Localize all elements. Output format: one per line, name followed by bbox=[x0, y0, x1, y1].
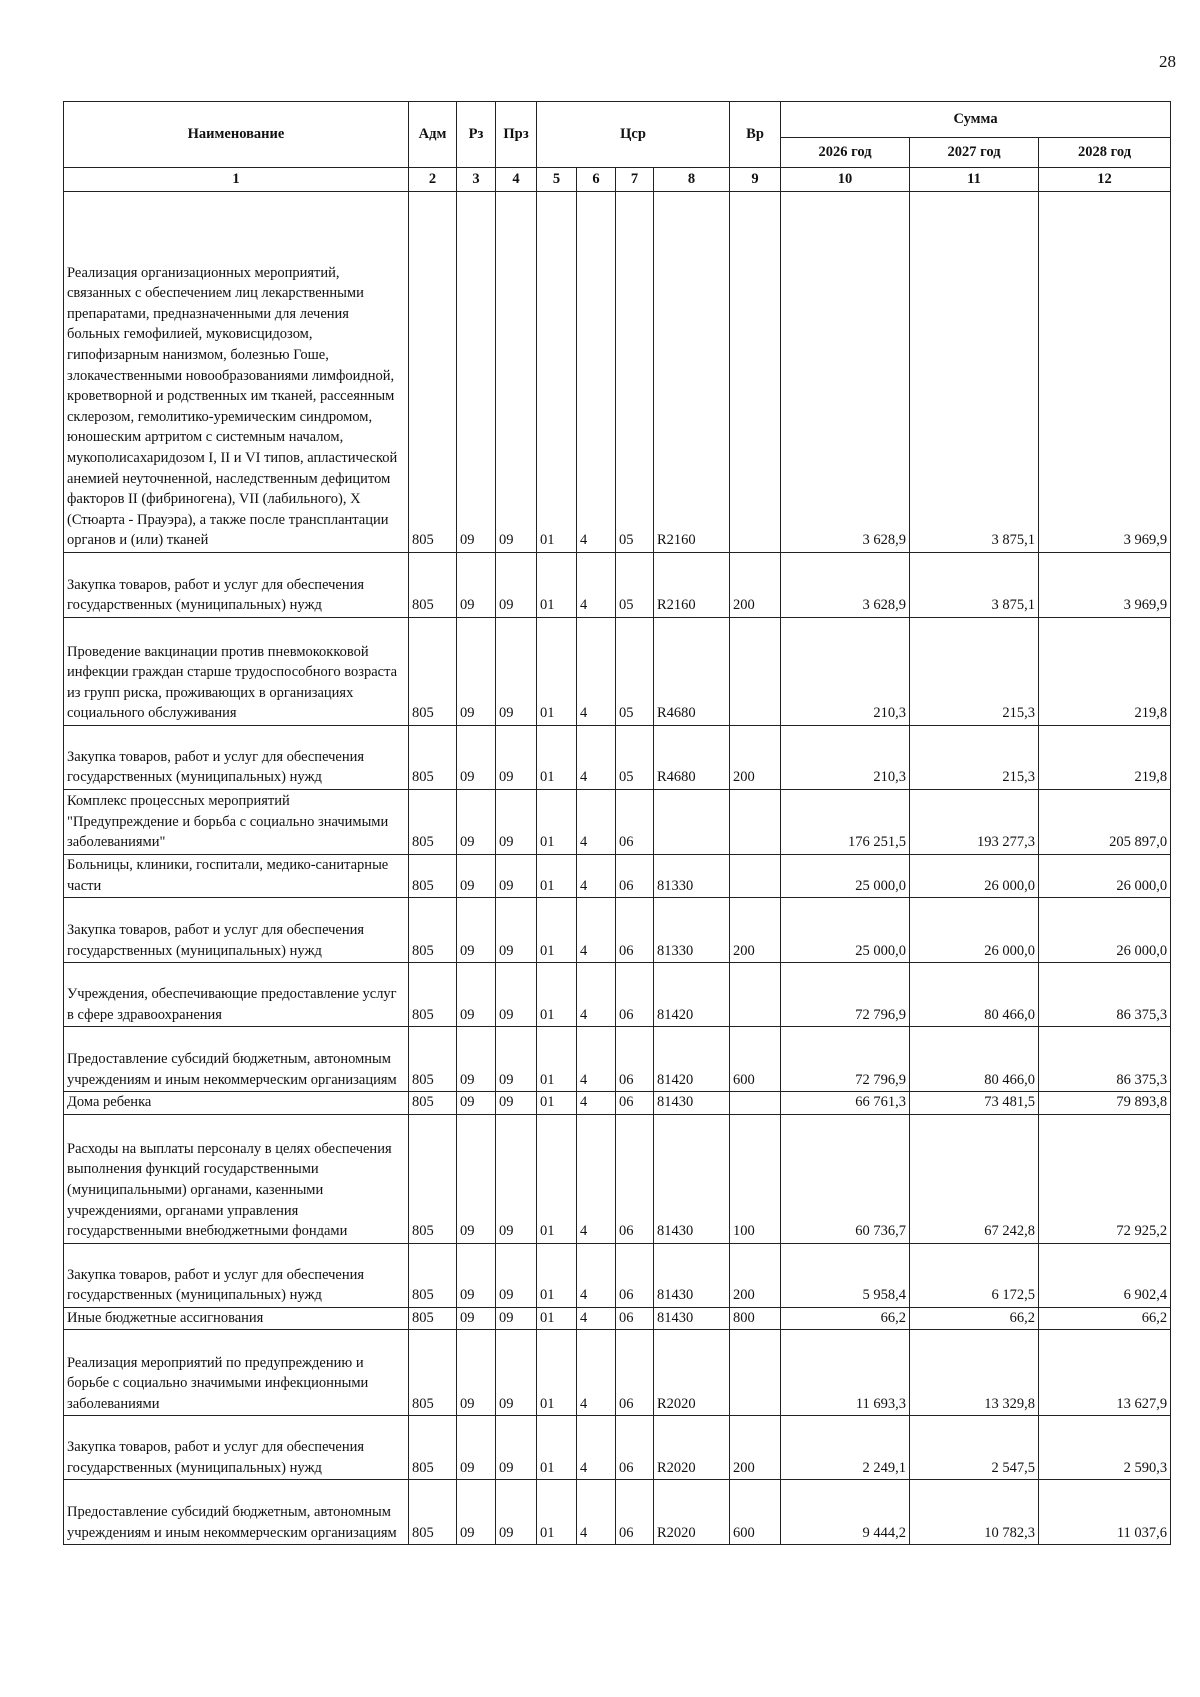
table-row bbox=[64, 192, 1171, 553]
row-prz: 09 bbox=[496, 1243, 537, 1307]
table-row bbox=[64, 1416, 1171, 1480]
row-rz: 09 bbox=[457, 1307, 496, 1330]
row-name: Иные бюджетные ассигнования bbox=[64, 1307, 409, 1330]
row-name: Больницы, клиники, госпитали, медико-санитарные части bbox=[64, 855, 409, 898]
row-vr: 600 bbox=[730, 1027, 781, 1092]
row-csr-1: 01 bbox=[537, 855, 577, 898]
column-number: 8 bbox=[654, 168, 730, 192]
row-csr-1: 01 bbox=[537, 898, 577, 963]
row-prz: 09 bbox=[496, 192, 537, 553]
row-csr-3: 05 bbox=[616, 553, 654, 618]
table-row bbox=[64, 726, 1171, 790]
row-csr-1: 01 bbox=[537, 1416, 577, 1480]
row-csr-2: 4 bbox=[577, 553, 616, 618]
table-row bbox=[64, 898, 1171, 963]
row-adm: 805 bbox=[409, 1330, 457, 1416]
row-sum-2027: 73 481,5 bbox=[910, 1092, 1039, 1115]
row-sum-2028: 86 375,3 bbox=[1039, 1027, 1171, 1092]
row-sum-2027: 2 547,5 bbox=[910, 1416, 1039, 1480]
row-adm: 805 bbox=[409, 1243, 457, 1307]
row-sum-2028: 3 969,9 bbox=[1039, 192, 1171, 553]
row-csr-2: 4 bbox=[577, 618, 616, 726]
row-csr-4: 81430 bbox=[654, 1243, 730, 1307]
row-name: Закупка товаров, работ и услуг для обеспечения государственных (муниципальных) нужд bbox=[64, 1416, 409, 1480]
row-csr-3: 06 bbox=[616, 1243, 654, 1307]
row-adm: 805 bbox=[409, 1027, 457, 1092]
row-sum-2026: 60 736,7 bbox=[781, 1114, 910, 1243]
row-sum-2027: 215,3 bbox=[910, 618, 1039, 726]
row-csr-2: 4 bbox=[577, 790, 616, 855]
row-prz: 09 bbox=[496, 1114, 537, 1243]
row-csr-2: 4 bbox=[577, 1092, 616, 1115]
row-sum-2028: 26 000,0 bbox=[1039, 898, 1171, 963]
row-sum-2026: 5 958,4 bbox=[781, 1243, 910, 1307]
row-rz: 09 bbox=[457, 192, 496, 553]
row-rz: 09 bbox=[457, 898, 496, 963]
row-csr-4: 81430 bbox=[654, 1114, 730, 1243]
row-csr-4: 81420 bbox=[654, 963, 730, 1027]
row-csr-1: 01 bbox=[537, 1092, 577, 1115]
row-rz: 09 bbox=[457, 618, 496, 726]
row-sum-2026: 176 251,5 bbox=[781, 790, 910, 855]
header-name: Наименование bbox=[64, 102, 409, 168]
row-sum-2028: 219,8 bbox=[1039, 618, 1171, 726]
column-number: 9 bbox=[730, 168, 781, 192]
row-vr bbox=[730, 1330, 781, 1416]
row-adm: 805 bbox=[409, 1114, 457, 1243]
row-adm: 805 bbox=[409, 192, 457, 553]
row-prz: 09 bbox=[496, 618, 537, 726]
row-adm: 805 bbox=[409, 618, 457, 726]
row-rz: 09 bbox=[457, 1330, 496, 1416]
row-adm: 805 bbox=[409, 1480, 457, 1545]
row-rz: 09 bbox=[457, 963, 496, 1027]
row-rz: 09 bbox=[457, 790, 496, 855]
table-row bbox=[64, 963, 1171, 1027]
row-csr-4: 81330 bbox=[654, 898, 730, 963]
row-csr-2: 4 bbox=[577, 963, 616, 1027]
row-csr-2: 4 bbox=[577, 1330, 616, 1416]
row-csr-1: 01 bbox=[537, 726, 577, 790]
column-number: 2 bbox=[409, 168, 457, 192]
row-sum-2028: 11 037,6 bbox=[1039, 1480, 1171, 1545]
row-vr bbox=[730, 855, 781, 898]
row-name: Реализация мероприятий по предупреждению и борьбе с социально значимыми инфекционными заболеваниями bbox=[64, 1330, 409, 1416]
row-csr-4: R4680 bbox=[654, 726, 730, 790]
row-csr-1: 01 bbox=[537, 790, 577, 855]
row-sum-2028: 26 000,0 bbox=[1039, 855, 1171, 898]
row-rz: 09 bbox=[457, 553, 496, 618]
header-sum: Сумма bbox=[781, 102, 1171, 138]
row-csr-3: 06 bbox=[616, 1480, 654, 1545]
row-vr: 200 bbox=[730, 898, 781, 963]
row-prz: 09 bbox=[496, 963, 537, 1027]
row-vr bbox=[730, 618, 781, 726]
row-rz: 09 bbox=[457, 1416, 496, 1480]
row-csr-2: 4 bbox=[577, 1243, 616, 1307]
row-prz: 09 bbox=[496, 553, 537, 618]
row-csr-3: 06 bbox=[616, 1416, 654, 1480]
row-csr-3: 06 bbox=[616, 1330, 654, 1416]
row-rz: 09 bbox=[457, 1027, 496, 1092]
row-sum-2027: 66,2 bbox=[910, 1307, 1039, 1330]
row-sum-2027: 193 277,3 bbox=[910, 790, 1039, 855]
header-year-2026: 2026 год bbox=[781, 138, 910, 168]
row-name: Предоставление субсидий бюджетным, автономным учреждениям и иным некоммерческим организациям bbox=[64, 1027, 409, 1092]
row-sum-2027: 13 329,8 bbox=[910, 1330, 1039, 1416]
row-adm: 805 bbox=[409, 726, 457, 790]
header-adm: Адм bbox=[409, 102, 457, 168]
row-vr: 100 bbox=[730, 1114, 781, 1243]
row-csr-2: 4 bbox=[577, 1416, 616, 1480]
row-prz: 09 bbox=[496, 1330, 537, 1416]
row-csr-4: R2160 bbox=[654, 192, 730, 553]
row-sum-2026: 3 628,9 bbox=[781, 192, 910, 553]
column-number: 10 bbox=[781, 168, 910, 192]
table-row bbox=[64, 1027, 1171, 1092]
table-row bbox=[64, 855, 1171, 898]
row-sum-2026: 210,3 bbox=[781, 618, 910, 726]
row-sum-2028: 6 902,4 bbox=[1039, 1243, 1171, 1307]
row-adm: 805 bbox=[409, 1092, 457, 1115]
row-csr-3: 06 bbox=[616, 963, 654, 1027]
row-prz: 09 bbox=[496, 726, 537, 790]
row-sum-2026: 11 693,3 bbox=[781, 1330, 910, 1416]
row-adm: 805 bbox=[409, 963, 457, 1027]
row-csr-3: 06 bbox=[616, 1027, 654, 1092]
row-adm: 805 bbox=[409, 1307, 457, 1330]
row-csr-4: R2020 bbox=[654, 1416, 730, 1480]
row-vr bbox=[730, 963, 781, 1027]
row-adm: 805 bbox=[409, 553, 457, 618]
column-number: 1 bbox=[64, 168, 409, 192]
row-csr-1: 01 bbox=[537, 618, 577, 726]
row-name: Реализация организационных мероприятий, связанных с обеспечением лиц лекарственными препаратами, предназначенными для лечения больных гемофилией, муковисцидозом, гипофизарным нанизмом, болезнью Гоше, злокачественными новообразованиями лимфоидной, кроветворной и родственных им тканей, рассеянным склерозом, гемолитико-уремическим синдромом, юношеским артритом с системным началом, мукополисахаридозом I, II и VI типов, апластической анемией неуточненной, наследственным дефицитом факторов II (фибриногена), VII (лабильного), X (Стюарта - Прауэра), а также после трансплантации органов и (или) тканей bbox=[64, 192, 409, 553]
row-csr-2: 4 bbox=[577, 192, 616, 553]
row-prz: 09 bbox=[496, 790, 537, 855]
row-sum-2027: 215,3 bbox=[910, 726, 1039, 790]
row-csr-1: 01 bbox=[537, 1480, 577, 1545]
row-csr-1: 01 bbox=[537, 1243, 577, 1307]
row-csr-4: 81430 bbox=[654, 1092, 730, 1115]
row-sum-2028: 2 590,3 bbox=[1039, 1416, 1171, 1480]
column-number: 3 bbox=[457, 168, 496, 192]
table-row bbox=[64, 1480, 1171, 1545]
row-name: Предоставление субсидий бюджетным, автономным учреждениям и иным некоммерческим организациям bbox=[64, 1480, 409, 1545]
row-adm: 805 bbox=[409, 790, 457, 855]
column-number: 7 bbox=[616, 168, 654, 192]
row-csr-4: R2160 bbox=[654, 553, 730, 618]
row-csr-2: 4 bbox=[577, 1480, 616, 1545]
row-csr-3: 06 bbox=[616, 898, 654, 963]
row-prz: 09 bbox=[496, 898, 537, 963]
row-sum-2027: 6 172,5 bbox=[910, 1243, 1039, 1307]
row-sum-2028: 72 925,2 bbox=[1039, 1114, 1171, 1243]
table-row bbox=[64, 1330, 1171, 1416]
row-rz: 09 bbox=[457, 1243, 496, 1307]
row-csr-4: R4680 bbox=[654, 618, 730, 726]
row-sum-2028: 205 897,0 bbox=[1039, 790, 1171, 855]
row-sum-2026: 3 628,9 bbox=[781, 553, 910, 618]
row-name: Закупка товаров, работ и услуг для обеспечения государственных (муниципальных) нужд bbox=[64, 1243, 409, 1307]
row-sum-2026: 72 796,9 bbox=[781, 963, 910, 1027]
row-csr-2: 4 bbox=[577, 898, 616, 963]
row-name: Проведение вакцинации против пневмококковой инфекции граждан старше трудоспособного возраста из групп риска, проживающих в организациях социального обслуживания bbox=[64, 618, 409, 726]
header-rz: Рз bbox=[457, 102, 496, 168]
row-csr-4: 81420 bbox=[654, 1027, 730, 1092]
table-header bbox=[64, 102, 1171, 192]
row-sum-2026: 66 761,3 bbox=[781, 1092, 910, 1115]
table-row bbox=[64, 1243, 1171, 1307]
row-prz: 09 bbox=[496, 1416, 537, 1480]
row-csr-3: 05 bbox=[616, 726, 654, 790]
row-csr-4 bbox=[654, 790, 730, 855]
row-csr-1: 01 bbox=[537, 1330, 577, 1416]
row-name: Закупка товаров, работ и услуг для обеспечения государственных (муниципальных) нужд bbox=[64, 898, 409, 963]
row-csr-3: 05 bbox=[616, 618, 654, 726]
column-number: 11 bbox=[910, 168, 1039, 192]
row-vr bbox=[730, 790, 781, 855]
row-csr-1: 01 bbox=[537, 963, 577, 1027]
row-csr-2: 4 bbox=[577, 1114, 616, 1243]
row-sum-2026: 210,3 bbox=[781, 726, 910, 790]
row-csr-2: 4 bbox=[577, 726, 616, 790]
row-sum-2028: 13 627,9 bbox=[1039, 1330, 1171, 1416]
page-number: 28 bbox=[1159, 52, 1176, 71]
row-name: Расходы на выплаты персоналу в целях обеспечения выполнения функций государственными (муниципальными) органами, казенными учреждениями, органами управления государственными внебюджетными фондами bbox=[64, 1114, 409, 1243]
row-vr: 600 bbox=[730, 1480, 781, 1545]
row-csr-4: R2020 bbox=[654, 1330, 730, 1416]
row-sum-2027: 26 000,0 bbox=[910, 898, 1039, 963]
row-vr: 200 bbox=[730, 726, 781, 790]
row-vr: 200 bbox=[730, 1416, 781, 1480]
header-prz: Прз bbox=[496, 102, 537, 168]
row-csr-1: 01 bbox=[537, 1114, 577, 1243]
table-body bbox=[64, 192, 1171, 1545]
row-sum-2027: 26 000,0 bbox=[910, 855, 1039, 898]
row-csr-3: 06 bbox=[616, 790, 654, 855]
table-row bbox=[64, 1114, 1171, 1243]
column-number: 12 bbox=[1039, 168, 1171, 192]
row-name: Комплекс процессных мероприятий "Предупреждение и борьба с социально значимыми заболеваниями" bbox=[64, 790, 409, 855]
row-csr-4: 81430 bbox=[654, 1307, 730, 1330]
row-csr-4: R2020 bbox=[654, 1480, 730, 1545]
row-sum-2027: 3 875,1 bbox=[910, 192, 1039, 553]
table-row bbox=[64, 790, 1171, 855]
row-csr-4: 81330 bbox=[654, 855, 730, 898]
row-vr: 200 bbox=[730, 1243, 781, 1307]
row-adm: 805 bbox=[409, 855, 457, 898]
row-vr: 800 bbox=[730, 1307, 781, 1330]
row-csr-1: 01 bbox=[537, 1027, 577, 1092]
header-year-2027: 2027 год bbox=[910, 138, 1039, 168]
row-csr-3: 06 bbox=[616, 1092, 654, 1115]
column-number: 6 bbox=[577, 168, 616, 192]
row-sum-2026: 2 249,1 bbox=[781, 1416, 910, 1480]
row-prz: 09 bbox=[496, 1092, 537, 1115]
table-row bbox=[64, 1307, 1171, 1330]
row-csr-3: 06 bbox=[616, 855, 654, 898]
row-sum-2026: 25 000,0 bbox=[781, 898, 910, 963]
table-row bbox=[64, 553, 1171, 618]
row-sum-2027: 67 242,8 bbox=[910, 1114, 1039, 1243]
row-csr-1: 01 bbox=[537, 553, 577, 618]
row-sum-2026: 9 444,2 bbox=[781, 1480, 910, 1545]
row-csr-2: 4 bbox=[577, 1027, 616, 1092]
row-sum-2027: 80 466,0 bbox=[910, 1027, 1039, 1092]
header-csr: Цср bbox=[537, 102, 730, 168]
row-name: Учреждения, обеспечивающие предоставление услуг в сфере здравоохранения bbox=[64, 963, 409, 1027]
row-sum-2028: 3 969,9 bbox=[1039, 553, 1171, 618]
row-csr-2: 4 bbox=[577, 855, 616, 898]
row-prz: 09 bbox=[496, 1307, 537, 1330]
row-adm: 805 bbox=[409, 898, 457, 963]
table-row bbox=[64, 618, 1171, 726]
row-rz: 09 bbox=[457, 1114, 496, 1243]
row-sum-2028: 66,2 bbox=[1039, 1307, 1171, 1330]
budget-table bbox=[63, 101, 1171, 1545]
row-csr-1: 01 bbox=[537, 192, 577, 553]
row-rz: 09 bbox=[457, 1480, 496, 1545]
column-number: 5 bbox=[537, 168, 577, 192]
row-sum-2027: 3 875,1 bbox=[910, 553, 1039, 618]
row-rz: 09 bbox=[457, 1092, 496, 1115]
column-number: 4 bbox=[496, 168, 537, 192]
row-name: Закупка товаров, работ и услуг для обеспечения государственных (муниципальных) нужд bbox=[64, 553, 409, 618]
column-numbers-row bbox=[64, 168, 1171, 192]
row-vr bbox=[730, 192, 781, 553]
row-sum-2028: 219,8 bbox=[1039, 726, 1171, 790]
row-csr-3: 06 bbox=[616, 1114, 654, 1243]
row-adm: 805 bbox=[409, 1416, 457, 1480]
table-row bbox=[64, 1092, 1171, 1115]
row-sum-2028: 79 893,8 bbox=[1039, 1092, 1171, 1115]
row-prz: 09 bbox=[496, 1480, 537, 1545]
row-csr-3: 05 bbox=[616, 192, 654, 553]
row-vr bbox=[730, 1092, 781, 1115]
header-vr: Вр bbox=[730, 102, 781, 168]
row-name: Закупка товаров, работ и услуг для обеспечения государственных (муниципальных) нужд bbox=[64, 726, 409, 790]
row-csr-3: 06 bbox=[616, 1307, 654, 1330]
row-sum-2026: 25 000,0 bbox=[781, 855, 910, 898]
row-csr-2: 4 bbox=[577, 1307, 616, 1330]
header-year-2028: 2028 год bbox=[1039, 138, 1171, 168]
row-sum-2027: 10 782,3 bbox=[910, 1480, 1039, 1545]
row-prz: 09 bbox=[496, 1027, 537, 1092]
row-sum-2028: 86 375,3 bbox=[1039, 963, 1171, 1027]
row-prz: 09 bbox=[496, 855, 537, 898]
row-rz: 09 bbox=[457, 726, 496, 790]
row-rz: 09 bbox=[457, 855, 496, 898]
row-sum-2026: 66,2 bbox=[781, 1307, 910, 1330]
row-sum-2026: 72 796,9 bbox=[781, 1027, 910, 1092]
row-name: Дома ребенка bbox=[64, 1092, 409, 1115]
row-sum-2027: 80 466,0 bbox=[910, 963, 1039, 1027]
row-vr: 200 bbox=[730, 553, 781, 618]
row-csr-1: 01 bbox=[537, 1307, 577, 1330]
